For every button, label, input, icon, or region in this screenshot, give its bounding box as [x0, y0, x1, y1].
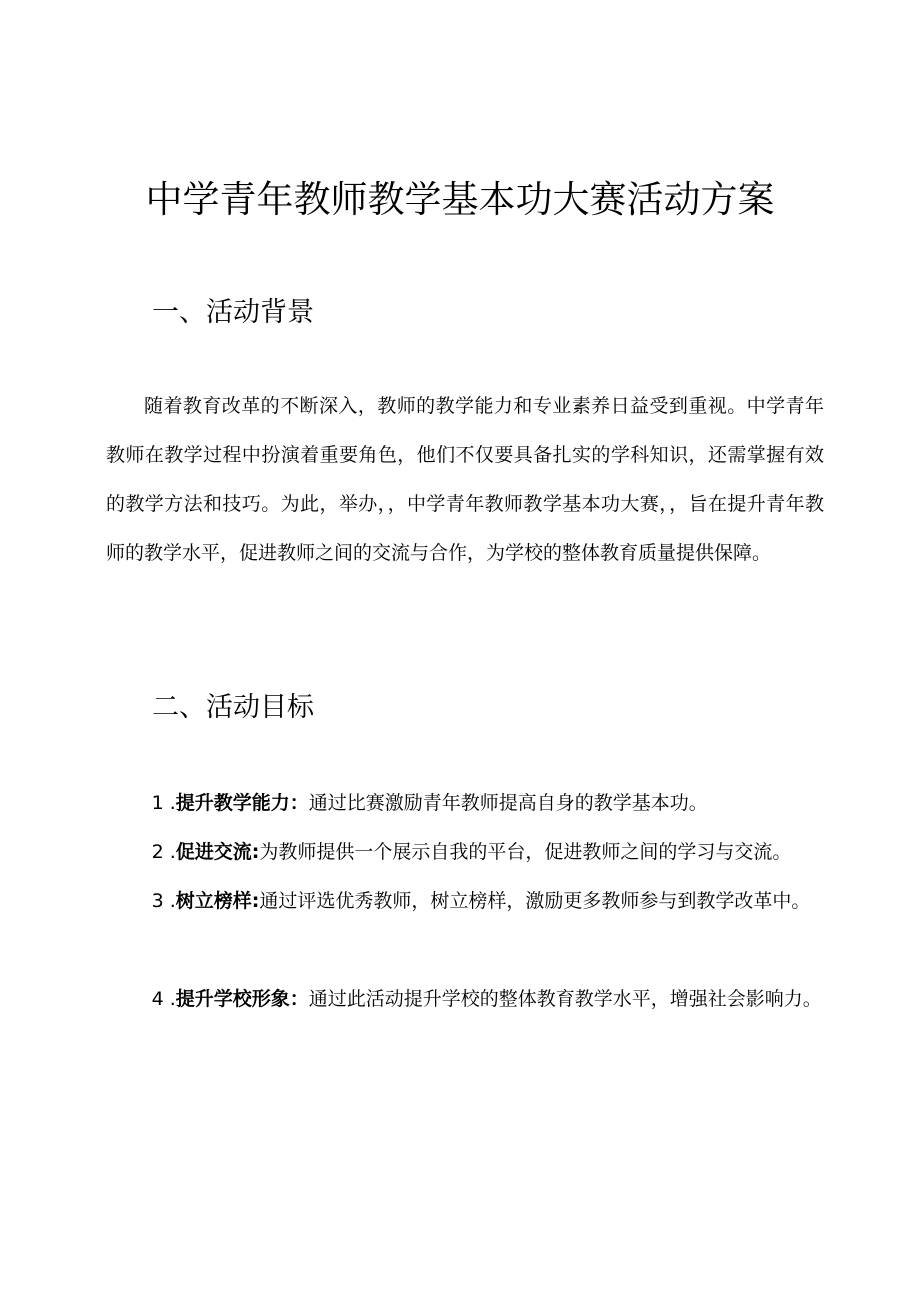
background-paragraph: 随着教育改革的不断深入，教师的教学能力和专业素养日益受到重视。中学青年教师在教学过程中扮演着重要角色，他们不仅要具备扎实的学科知识，还需掌握有效的教学方法和技巧。为此，举办，，中学青年教师教学基本功大赛，，旨在提升青年教师的教学水平，促进教师之间的交流与合作，为学校的整体教育质量提供保障。 [106, 395, 824, 564]
goal-text: 通过此活动提升学校的整体教育教学水平，增强社会影响力。 [308, 988, 822, 1010]
goal-item [106, 779, 824, 828]
section-heading-goals: 二、活动目标 [152, 692, 314, 723]
goal-label: 树立榜样: [175, 890, 260, 912]
goal-item [106, 877, 824, 926]
goal-label: 提升教学能力： [175, 792, 309, 814]
goal-number: 1 . [151, 792, 176, 814]
goal-number: 4 . [151, 988, 176, 1010]
goal-text: 通过比赛激励青年教师提高自身的教学基本功。 [308, 792, 708, 814]
document-title: 中学青年教师教学基本功大赛活动方案 [145, 178, 775, 221]
goal-item [106, 828, 824, 877]
goal-item [106, 975, 824, 1024]
goal-text: 为教师提供一个展示自我的平台，促进教师之间的学习与交流。 [259, 841, 792, 863]
goal-label: 提升学校形象： [175, 988, 309, 1010]
section-heading-background: 一、活动背景 [152, 297, 314, 328]
goal-number: 2 . [151, 841, 176, 863]
goal-text: 通过评选优秀教师，树立榜样，激励更多教师参与到教学改革中。 [259, 890, 811, 912]
goal-number: 3 . [151, 890, 176, 912]
goal-label: 促进交流: [175, 841, 260, 863]
